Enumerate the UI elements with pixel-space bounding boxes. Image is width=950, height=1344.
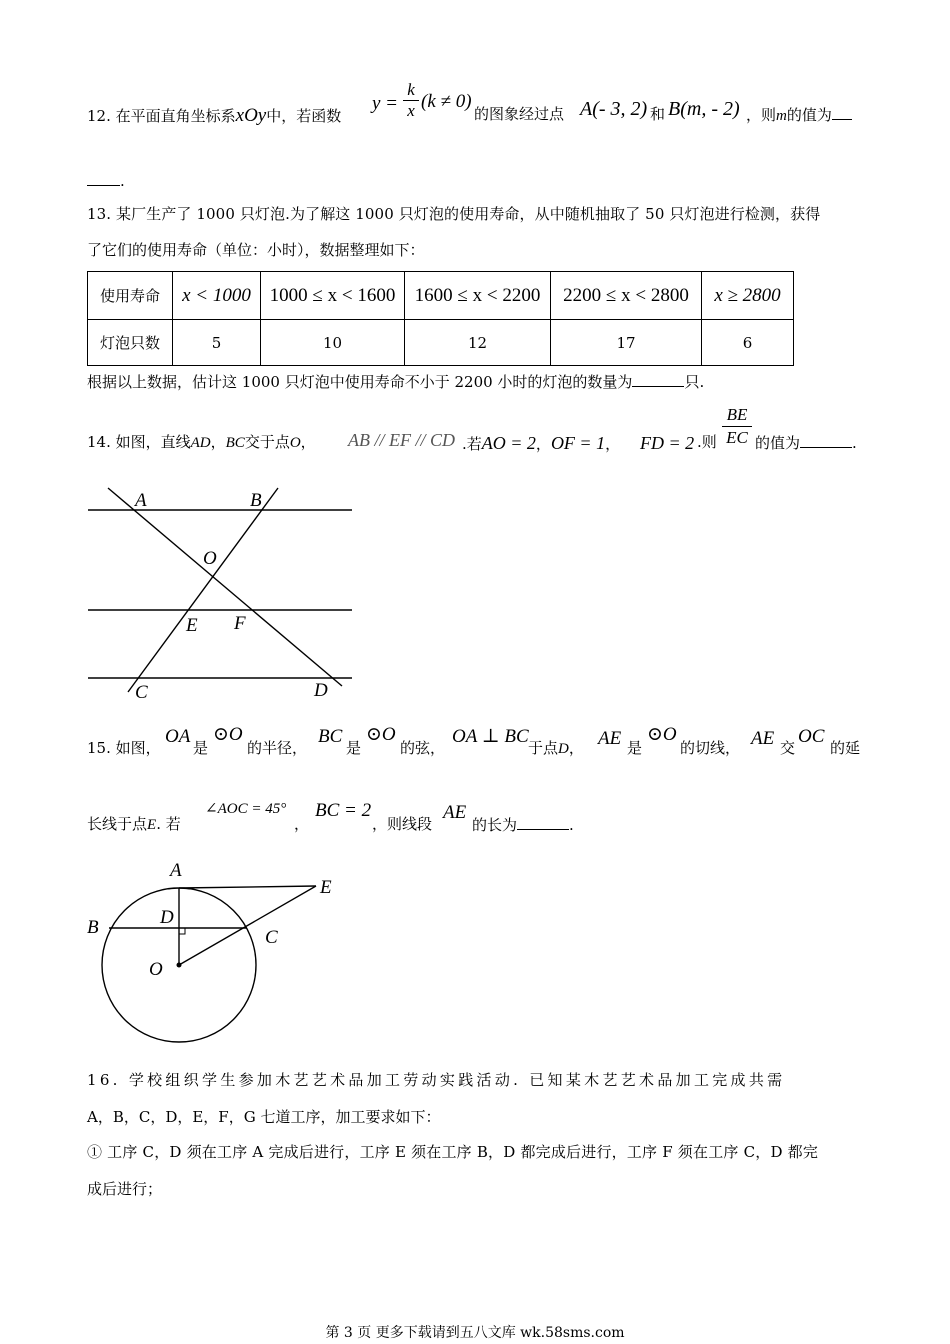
q15-intro: 15. 如图，	[87, 739, 161, 757]
q12-end: .	[120, 172, 125, 190]
label-o: O	[149, 959, 163, 980]
label-a: A	[135, 490, 147, 511]
q14-then: .则	[697, 433, 717, 451]
q15-is3: 是	[627, 739, 643, 757]
q12-line	[87, 105, 341, 128]
q13-question-text: 根据以上数据，估计这 1000 只灯泡中使用寿命不小于 2200 小时的灯泡的数量为	[87, 373, 633, 391]
q13-data-table	[87, 271, 794, 366]
q14-text2: 交于点	[244, 433, 290, 451]
table-cell: x ≥ 2800	[702, 272, 794, 320]
q14-answer-blank[interactable]	[800, 433, 852, 448]
q14-text5: 的值为	[755, 434, 801, 452]
table-row	[88, 320, 794, 366]
q15-angle: ∠AOC = 45°	[205, 801, 287, 817]
q14-comma4: ，	[605, 435, 621, 453]
q15-circle-o-1: ⊙O	[213, 724, 243, 745]
table-row	[88, 272, 794, 320]
q14-frac-num: BE	[722, 404, 752, 427]
q14-of: OF = 1	[550, 433, 606, 453]
q15-ae3: AE	[443, 802, 467, 823]
label-f: F	[234, 613, 246, 634]
label-b: B	[250, 490, 262, 511]
q12-line-c	[746, 105, 852, 125]
q15-text6: 的延	[830, 739, 861, 757]
q12-line-d	[87, 171, 125, 190]
q12-point-b: B(m, - 2)	[668, 98, 740, 120]
q15-comma2: ，	[294, 815, 310, 833]
q15-circle-o-3: ⊙O	[647, 724, 677, 745]
q15-text10: 的长为	[472, 816, 518, 834]
q15-d: D	[558, 741, 569, 757]
q12-function	[372, 93, 398, 116]
q15-bc2: BC = 2	[315, 800, 372, 821]
q14-o: O	[289, 435, 301, 451]
q15-e: E	[147, 817, 157, 833]
right-angle-mark	[179, 928, 185, 934]
label-o: O	[203, 548, 217, 569]
q12-and: 和	[650, 105, 666, 123]
table-cell: 10	[261, 320, 405, 366]
q15-is1: 是	[193, 739, 209, 757]
label-e: E	[320, 877, 332, 898]
q14-line-b	[462, 433, 620, 455]
q15-circle-o-2: ⊙O	[366, 724, 396, 745]
table-cell: 灯泡只数	[88, 320, 173, 366]
label-b: B	[87, 917, 99, 938]
q12-frac-num: k	[403, 80, 419, 101]
label-c: C	[265, 927, 278, 948]
q15-answer-blank[interactable]	[517, 815, 569, 830]
table-cell: 1000 ≤ x < 1600	[261, 272, 405, 320]
q15-bc: BC	[318, 726, 343, 747]
q12-text2: 中，若函数	[266, 107, 342, 125]
label-e: E	[186, 615, 198, 636]
q14-parallel: AB // EF // CD	[348, 430, 455, 450]
q14-ad: AD	[190, 435, 211, 451]
table-cell: 6	[702, 320, 794, 366]
table-cell: 1600 ≤ x < 2200	[405, 272, 551, 320]
q14-fraction	[722, 404, 752, 449]
q12-line-b	[474, 105, 564, 123]
q13-line2: 了它们的使用寿命（单位：小时），数据整理如下：	[87, 241, 425, 259]
segment-ae	[179, 886, 316, 888]
label-a: A	[170, 860, 182, 881]
q14-fd: FD = 2	[640, 433, 695, 453]
q12-text3: 的图象经过点	[474, 105, 565, 123]
q15-text4a: 于点	[528, 739, 559, 757]
q14-line	[87, 433, 316, 452]
q12-text5: ，则	[746, 106, 777, 124]
q12-m: m	[776, 108, 787, 124]
q16-line4: 成后进行；	[87, 1180, 163, 1198]
q15-jiao: 交	[780, 739, 796, 757]
q15-ae: AE	[598, 728, 622, 749]
label-c: C	[135, 682, 148, 703]
q16-line1: 16. 学校组织学生参加木艺艺术品加工劳动实践活动. 已知某木艺艺术品加工完成共需	[87, 1071, 786, 1089]
q12-text6: 的值为	[786, 106, 832, 124]
q15-text4	[528, 739, 584, 758]
label-d: D	[160, 907, 174, 928]
table-cell: 使用寿命	[88, 272, 173, 320]
q12-answer-blank-1[interactable]	[832, 105, 852, 120]
q16-line3: ① 工序 C，D 须在工序 A 完成后进行，工序 E 须在工序 B，D 都完成后进行，工序 F 须在工序 C，D 都完	[87, 1143, 819, 1161]
segment-oe	[179, 886, 316, 965]
q14-ao: AO = 2	[481, 433, 536, 453]
q15-text3: 的弦，	[400, 739, 446, 757]
q15-text5: 的切线，	[680, 739, 741, 757]
q14-text1: 14. 如图，直线	[87, 433, 191, 451]
q14-comma3: ，	[535, 435, 551, 453]
q14-comma: ，	[210, 433, 226, 451]
q13-line3	[87, 372, 704, 391]
q12-fraction	[403, 80, 419, 121]
q15-oc: OC	[798, 726, 825, 747]
q15-perp: OA ⊥ BC	[452, 726, 529, 747]
q12-point-a: A(- 3, 2)	[580, 98, 648, 120]
q12-frac-den: x	[407, 101, 415, 120]
q14-text3: .若	[462, 435, 482, 453]
table-cell: 17	[551, 320, 702, 366]
q15-ae2: AE	[751, 728, 775, 749]
q13-unit: 只.	[684, 373, 705, 391]
q15-figure	[80, 855, 360, 1050]
table-cell: 12	[405, 320, 551, 366]
center-dot	[177, 963, 182, 968]
q13-answer-blank[interactable]	[632, 372, 684, 387]
q15-is2: 是	[346, 739, 362, 757]
q14-comma2: ，	[300, 433, 316, 451]
q15-comma: ，	[568, 739, 584, 757]
q12-number: 12.	[87, 107, 111, 125]
q15-text2: 的半径，	[247, 739, 308, 757]
line-bc	[128, 488, 278, 692]
q15-text8: . 若	[156, 815, 181, 833]
q15-line2b: ，则线段	[372, 815, 433, 833]
line-ad	[108, 488, 342, 686]
q12-answer-blank-2[interactable]	[87, 171, 120, 186]
q12-text: 在平面直角坐标系	[115, 107, 236, 125]
q15-line2c	[472, 815, 574, 834]
q12-y-eq: y =	[372, 93, 399, 114]
q14-end: .	[852, 434, 857, 452]
table-cell: 5	[173, 320, 261, 366]
q16-line2: A，B，C，D，E，F，G 七道工序，加工要求如下：	[87, 1108, 441, 1126]
q12-condition: (k ≠ 0)	[421, 91, 472, 112]
q12-xoy: xOy	[235, 105, 267, 126]
q15-text7: 长线于点	[87, 815, 148, 833]
table-cell: 2200 ≤ x < 2800	[551, 272, 702, 320]
page-footer: 第 3 页 更多下载请到五八文库 wk.58sms.com	[325, 1325, 625, 1341]
label-d: D	[314, 680, 328, 701]
q14-bc: BC	[225, 435, 245, 451]
q13-line1: 13. 某厂生产了 1000 只灯泡.为了解这 1000 只灯泡的使用寿命，从中随机抽取了 50 只灯泡进行检测，获得	[87, 205, 821, 223]
q14-tail	[755, 433, 857, 452]
q15-oa: OA	[165, 726, 191, 747]
table-cell: x < 1000	[173, 272, 261, 320]
q15-end: .	[569, 816, 574, 834]
q15-line2a	[87, 815, 181, 834]
q14-figure	[80, 480, 370, 710]
q14-frac-den: EC	[726, 428, 748, 447]
